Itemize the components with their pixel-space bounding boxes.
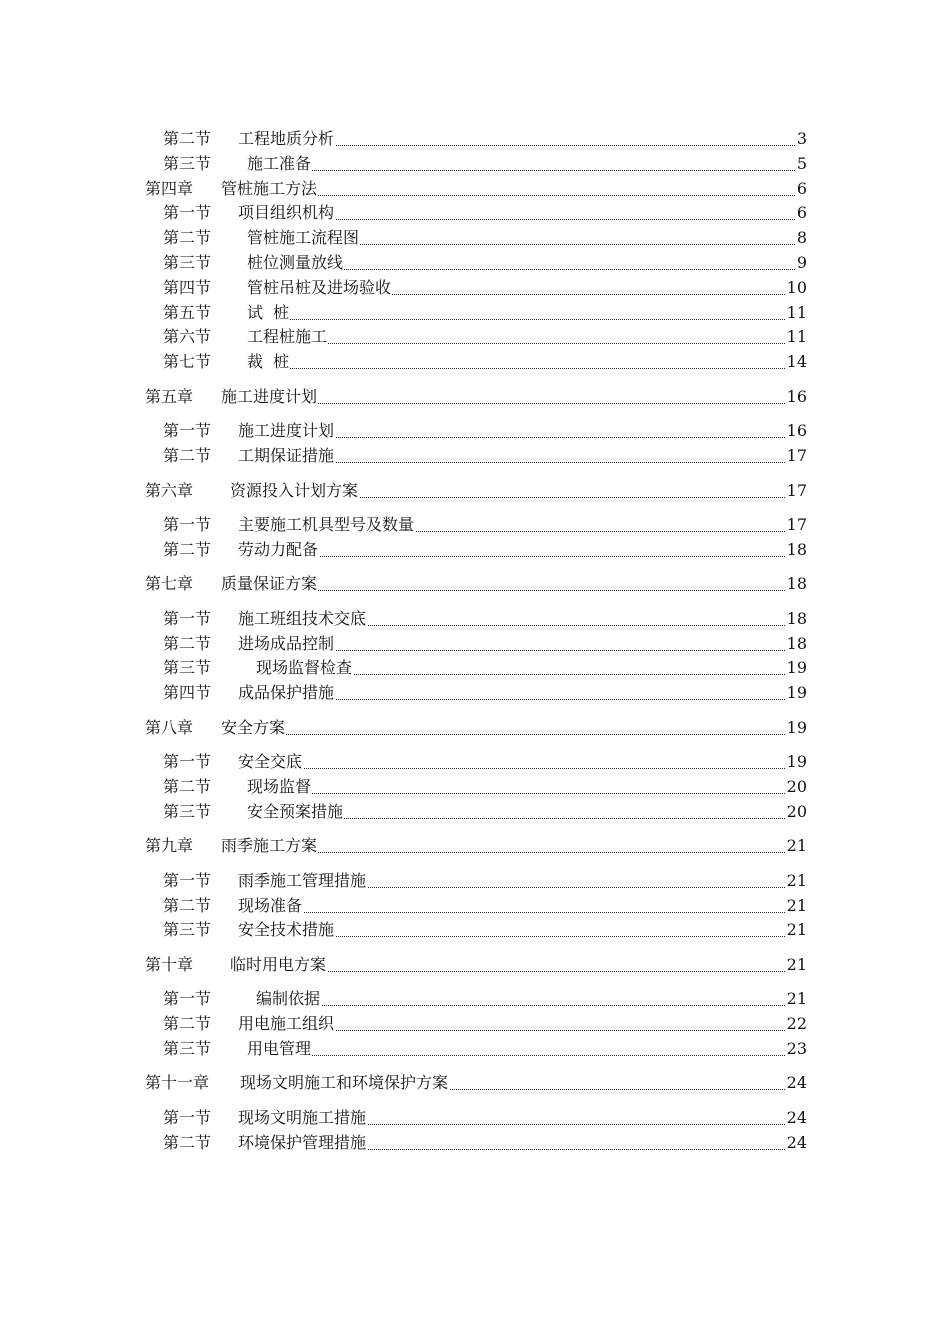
- toc-dot-leader: [247, 1030, 807, 1056]
- toc-entry-title: 现场文明施工措施: [238, 1105, 367, 1130]
- toc-entry-title: 裁 桩: [247, 349, 290, 374]
- toc-entry-title: 环境保护管理措施: [238, 1130, 367, 1155]
- toc-page-number: 11: [786, 324, 807, 349]
- toc-page-number: 16: [786, 418, 807, 443]
- toc-dot-leader: [221, 709, 807, 735]
- toc-page-number: 5: [796, 151, 807, 176]
- toc-page-number: 17: [786, 443, 807, 468]
- toc-entry-title: 管桩施工方法: [221, 176, 318, 201]
- toc-entry-number: 第七节: [163, 352, 212, 371]
- toc-dot-leader: [256, 980, 807, 1006]
- toc-entry-title: 临时用电方案: [230, 952, 327, 977]
- toc-entry-title: 主要施工机具型号及数量: [238, 512, 415, 537]
- toc-chapter-entry[interactable]: [0, 478, 950, 503]
- toc-dot-leader: [238, 531, 807, 557]
- toc-page-number: 21: [786, 893, 807, 918]
- toc-entry-title: 成品保护措施: [238, 680, 335, 705]
- toc-entry-number: 第三节: [163, 802, 212, 821]
- toc-entry-number: 第三节: [163, 1039, 212, 1058]
- toc-entry-number: 第一节: [163, 1108, 212, 1127]
- toc-entry-number: 第二节: [163, 634, 212, 653]
- toc-entry-title: 工期保证措施: [238, 443, 335, 468]
- toc-page-number: 24: [786, 1130, 807, 1155]
- toc-page-number: 6: [796, 200, 807, 225]
- toc-entry-title: 管桩施工流程图: [247, 225, 360, 250]
- toc-section-entry[interactable]: [0, 917, 950, 942]
- toc-entry-number: 第三节: [163, 920, 212, 939]
- toc-entry-number: 第一节: [163, 203, 212, 222]
- toc-chapter-entry[interactable]: [0, 833, 950, 858]
- toc-entry-title: 施工准备: [247, 151, 312, 176]
- toc-dot-leader: [247, 768, 807, 794]
- toc-entry-number: 第五节: [163, 303, 212, 322]
- toc-entry-number: 第二节: [163, 228, 212, 247]
- toc-entry-number: 第八章: [145, 718, 194, 737]
- toc-page-number: 19: [786, 680, 807, 705]
- toc-page-number: 21: [786, 868, 807, 893]
- toc-entry-title: 安全方案: [221, 715, 286, 740]
- toc-entry-number: 第二节: [163, 896, 212, 915]
- toc-dot-leader: [238, 743, 807, 769]
- toc-entry-title: 项目组织机构: [238, 200, 335, 225]
- toc-dot-leader: [247, 343, 807, 369]
- toc-entry-title: 编制依据: [256, 986, 321, 1011]
- toc-entry-title: 管桩吊桩及进场验收: [247, 275, 392, 300]
- toc-page-number: 17: [786, 478, 807, 503]
- toc-entry-number: 第九章: [145, 836, 194, 855]
- toc-page-number: 24: [786, 1105, 807, 1130]
- toc-page-number: 20: [786, 799, 807, 824]
- toc-entry-title: 现场监督检查: [256, 655, 353, 680]
- toc-entry-title: 试 桩: [247, 300, 290, 325]
- toc-page-number: 20: [786, 774, 807, 799]
- toc-entry-title: 现场文明施工和环境保护方案: [240, 1070, 449, 1095]
- toc-dot-leader: [247, 318, 807, 344]
- toc-page-number: 24: [786, 1070, 807, 1095]
- toc-entry-title: 劳动力配备: [238, 537, 319, 562]
- toc-page-number: 11: [786, 300, 807, 325]
- toc-entry-number: 第三节: [163, 658, 212, 677]
- toc-entry-number: 第四节: [163, 278, 212, 297]
- toc-section-entry[interactable]: [0, 680, 950, 705]
- toc-page-number: 9: [796, 250, 807, 275]
- toc-page-number: 18: [786, 571, 807, 596]
- toc-chapter-entry[interactable]: [0, 952, 950, 977]
- toc-section-entry[interactable]: [0, 799, 950, 824]
- toc-entry-number: 第一节: [163, 609, 212, 628]
- toc-page-number: 21: [786, 952, 807, 977]
- toc-entry-title: 进场成品控制: [238, 631, 335, 656]
- toc-page-number: 19: [786, 655, 807, 680]
- toc-entry-number: 第六节: [163, 327, 212, 346]
- toc-chapter-entry[interactable]: [0, 384, 950, 409]
- toc-entry-number: 第二节: [163, 777, 212, 796]
- toc-entry-title: 质量保证方案: [221, 571, 318, 596]
- toc-dot-leader: [247, 145, 807, 171]
- toc-entry-number: 第七章: [145, 574, 194, 593]
- toc-page-number: 18: [786, 537, 807, 562]
- toc-page-number: 21: [786, 986, 807, 1011]
- toc-entry-number: 第二节: [163, 540, 212, 559]
- toc-entry-number: 第四章: [145, 179, 194, 198]
- toc-chapter-entry[interactable]: [0, 715, 950, 740]
- toc-section-entry[interactable]: [0, 537, 950, 562]
- toc-entry-number: 第十章: [145, 955, 194, 974]
- toc-page-number: 22: [786, 1011, 807, 1036]
- toc-page-number: 16: [786, 384, 807, 409]
- toc-entry-title: 安全交底: [238, 749, 303, 774]
- toc-page-number: 18: [786, 631, 807, 656]
- toc-entry-title: 工程桩施工: [247, 324, 328, 349]
- toc-section-entry[interactable]: [0, 1036, 950, 1061]
- toc-entry-number: 第四节: [163, 683, 212, 702]
- toc-entry-number: 第三节: [163, 154, 212, 173]
- toc-entry-number: 第三节: [163, 253, 212, 272]
- toc-entry-title: 桩位测量放线: [247, 250, 344, 275]
- toc-entry-title: 安全技术措施: [238, 917, 335, 942]
- toc-entry-number: 第二节: [163, 1133, 212, 1152]
- toc-page-number: 21: [786, 917, 807, 942]
- toc-section-entry[interactable]: [0, 1130, 950, 1155]
- toc-entry-title: 施工进度计划: [221, 384, 318, 409]
- toc-entry-number: 第二节: [163, 129, 212, 148]
- toc-entry-number: 第一节: [163, 515, 212, 534]
- toc-chapter-entry[interactable]: [0, 571, 950, 596]
- toc-entry-title: 施工进度计划: [238, 418, 335, 443]
- toc-entry-number: 第五章: [145, 387, 194, 406]
- toc-page-number: 18: [786, 606, 807, 631]
- toc-entry-number: 第十一章: [145, 1073, 210, 1092]
- toc-page-number: 3: [796, 126, 807, 151]
- toc-entry-number: 第一节: [163, 871, 212, 890]
- toc-entry-number: 第一节: [163, 989, 212, 1008]
- toc-entry-title: 施工班组技术交底: [238, 606, 367, 631]
- toc-entry-number: 第一节: [163, 421, 212, 440]
- toc-entry-number: 第二节: [163, 1014, 212, 1033]
- toc-page-number: 8: [796, 225, 807, 250]
- toc-dot-leader: [238, 887, 807, 913]
- toc-entry-number: 第一节: [163, 752, 212, 771]
- toc-page-number: 19: [786, 749, 807, 774]
- toc-entry-title: 资源投入计划方案: [230, 478, 359, 503]
- toc-entry-title: 雨季施工方案: [221, 833, 318, 858]
- toc-section-entry[interactable]: [0, 349, 950, 374]
- toc-entry-title: 现场监督: [247, 774, 312, 799]
- toc-entry-number: 第二节: [163, 446, 212, 465]
- toc-entry-title: 安全预案措施: [247, 799, 344, 824]
- toc-page-number: 21: [786, 833, 807, 858]
- toc-page-number: 23: [786, 1036, 807, 1061]
- toc-entry-title: 工程地质分析: [238, 126, 335, 151]
- toc-dot-leader: [247, 294, 807, 320]
- toc-page-number: 14: [786, 349, 807, 374]
- toc-entry-title: 用电施工组织: [238, 1011, 335, 1036]
- toc-page-number: 6: [796, 176, 807, 201]
- toc-page-number: 10: [786, 275, 807, 300]
- toc-entry-title: 用电管理: [247, 1036, 312, 1061]
- toc-section-entry[interactable]: [0, 443, 950, 468]
- toc-entry-number: 第六章: [145, 481, 194, 500]
- toc-entry-title: 现场准备: [238, 893, 303, 918]
- toc-page-number: 17: [786, 512, 807, 537]
- toc-chapter-entry[interactable]: [0, 1070, 950, 1095]
- toc-page-number: 19: [786, 715, 807, 740]
- toc-entry-title: 雨季施工管理措施: [238, 868, 367, 893]
